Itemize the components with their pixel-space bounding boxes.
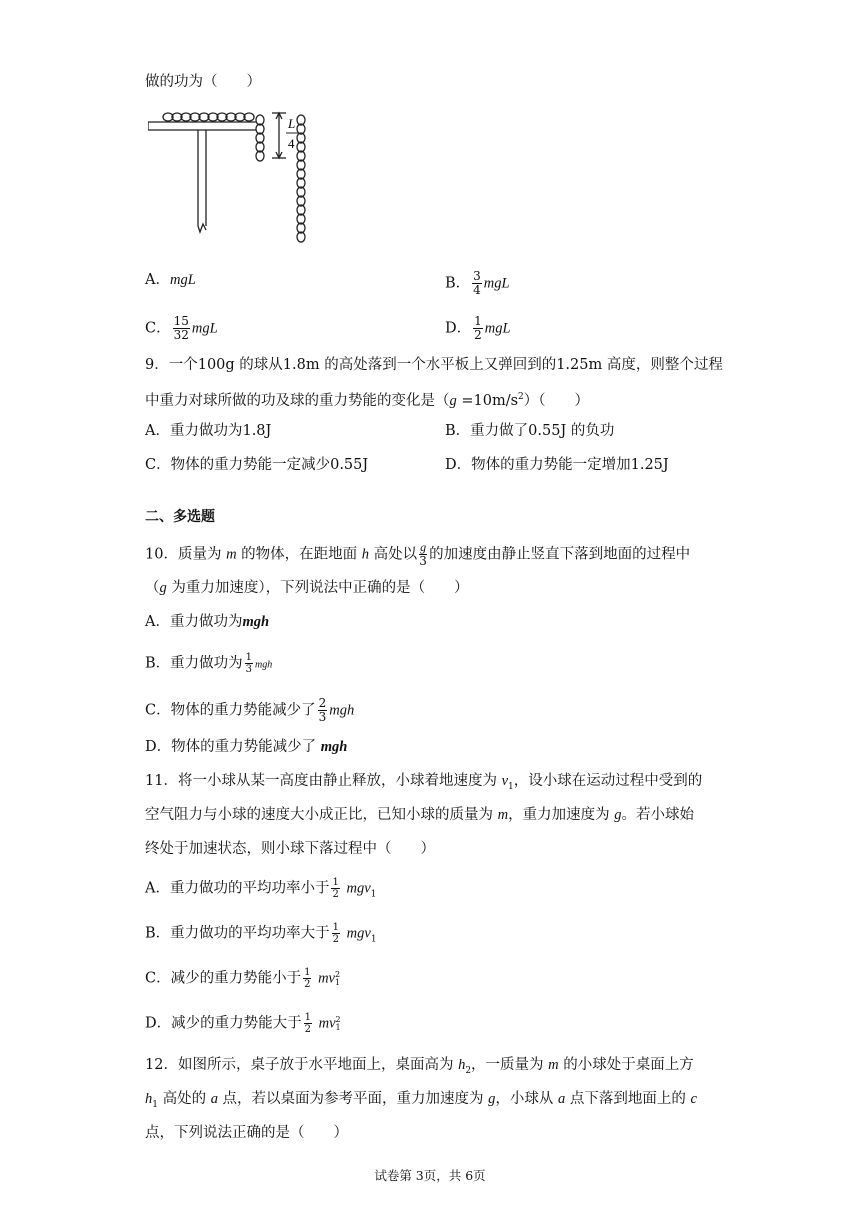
page-footer: 试卷第 3页，共 6页 <box>374 1168 486 1183</box>
q10-stem-line2: （g 为重力加速度），下列说法中正确的是（ ） <box>145 580 469 596</box>
q10-option-a: A．重力做功为mgh <box>145 614 270 630</box>
q8-option-d: D． $\frac{1}{2}$ mgL <box>445 314 511 342</box>
q9-option-a: A．重力做功为1.8J <box>145 423 272 439</box>
q10-option-d: D．物体的重力势能减少了 mgh <box>145 739 348 755</box>
q8-stem-tail: 做的功为（ ） <box>145 74 261 90</box>
q9-option-c: C．物体的重力势能一定减少0.55J <box>145 457 369 473</box>
q10-option-c: C．物体的重力势能减少了 $\frac{2}{3}$ mgh <box>145 696 355 724</box>
chain-table-figure <box>148 108 318 248</box>
q9-stem-line2: 中重力对球所做的功及球的重力势能的变化是$(g =10m/s^2)$（ ） <box>145 392 590 409</box>
section-title: 二、多选题 <box>145 509 215 525</box>
q8-option-c: C． $\frac{15}{32}$ mgL <box>145 314 218 342</box>
q9-option-d: D．物体的重力势能一定增加1.25J <box>445 457 669 473</box>
q10-stem-line1: 10．质量为 m 的物体，在距地面 h 高处以 $\frac{g}{3}$ 的加速度由静止竖直下落到地面的过程中 <box>145 540 691 568</box>
q9-option-b: B．重力做了0.55J 的负功 <box>445 423 615 439</box>
q8-option-b: B． $\frac{3}{4}$ mgL <box>445 269 510 297</box>
q11-stem-line3: 终处于加速状态，则小球下落过程中（ ） <box>145 841 435 857</box>
q12-stem-line3: 点，下列说法正确的是（ ） <box>145 1125 348 1141</box>
q12-stem-line2: $h_1$ 高处的 a 点，若以桌面为参考平面，重力加速度为 g，小球从 a 点下落到地面上的 c <box>145 1091 697 1110</box>
q11-option-c: C．减少的重力势能小于 $\frac{1}{2}$ mv 2 1 <box>145 967 341 990</box>
q9-stem-line1: 9．一个100g 的球从1.8m 的高处落到一个水平板上又弹回到的1.25m 高度，则整个过程 <box>145 357 723 373</box>
q11-stem-line1: 11．将一小球从某一高度由静止释放，小球着地速度为 $v_1$，设小球在运动过程中受到的 <box>145 773 703 792</box>
figure-label-L: L <box>288 116 296 131</box>
q11-stem-line2: 空气阻力与小球的速度大小成正比，已知小球的质量为 m，重力加速度为 g。若小球始 <box>145 807 694 823</box>
q10-option-b: B．重力做功为 $\frac{1}{3}$ mgh <box>145 652 273 675</box>
q11-option-b: B．重力做功的平均功率大于 $\frac{1}{2}$ mgv$_1$ <box>145 922 377 945</box>
q12-stem-line1: 12．如图所示，桌子放于水平地面上，桌面高为 $h_2$，一质量为 m 的小球处于桌面上方 <box>145 1057 694 1076</box>
q8-option-a: A．mgL <box>145 272 196 288</box>
q11-option-a: A．重力做功的平均功率小于 $\frac{1}{2}$ mgv$_1$ <box>145 877 377 900</box>
figure-label-4: 4 <box>288 136 295 151</box>
q11-option-d: D．减少的重力势能大于 $\frac{1}{2}$ mv 2 1 <box>145 1012 341 1035</box>
